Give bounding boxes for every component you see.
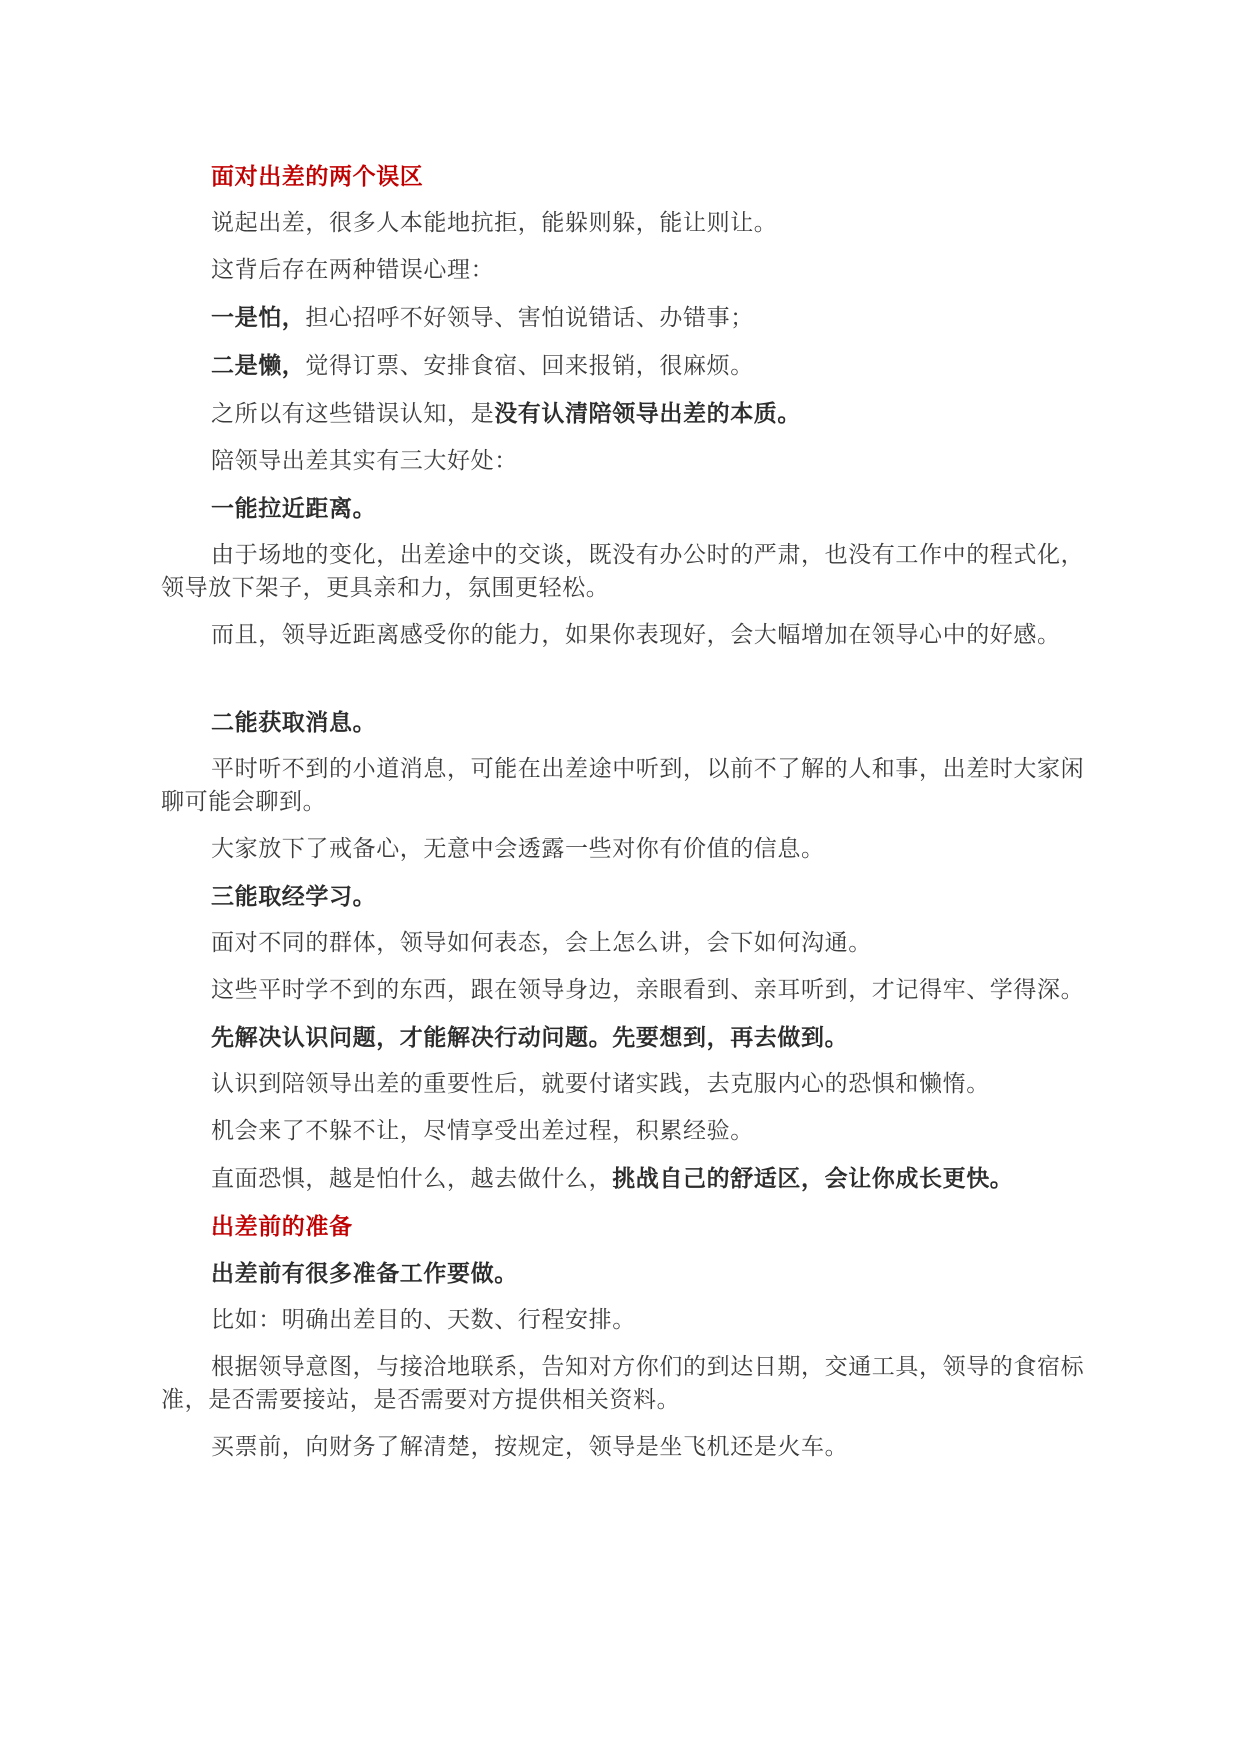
paragraph: 说起出差，很多人本能地抗拒，能躲则躲，能让则让。 [211, 210, 778, 236]
paragraph-text: 担心招呼不好领导、害怕说错话、办错事； [305, 305, 754, 331]
paragraph-text: 直面恐惧，越是怕什么，越去做什么， [211, 1166, 613, 1192]
paragraph-text: 觉得订票、安排食宿、回来报销，很麻烦。 [305, 353, 754, 379]
subheading-information: 二能获取消息。 [211, 709, 377, 736]
paragraph: 大家放下了戒备心，无意中会透露一些对你有价值的信息。 [211, 836, 825, 862]
paragraph: 平时听不到的小道消息，可能在出差途中听到，以前不了解的人和事，出差时大家闲聊可能会聊到。 [161, 756, 1085, 815]
paragraph: 买票前，向财务了解清楚，按规定，领导是坐飞机还是火车。 [211, 1434, 849, 1460]
subheading-closer: 一能拉近距离。 [211, 495, 377, 522]
bold-text: 挑战自己的舒适区，会让你成长更快。 [612, 1165, 1014, 1192]
paragraph: 陪领导出差其实有三大好处： [211, 448, 518, 474]
paragraph: 这背后存在两种错误心理： [211, 257, 495, 283]
bold-lead: 二是懒， [211, 352, 306, 379]
subheading-learning: 三能取经学习。 [211, 883, 377, 910]
spacer [161, 666, 1101, 706]
paragraph: 而且，领导近距离感受你的能力，如果你表现好，会大幅增加在领导心中的好感。 [211, 622, 1061, 648]
paragraph: 机会来了不躲不让，尽情享受出差过程，积累经验。 [211, 1118, 754, 1144]
paragraph: 比如：明确出差目的、天数、行程安排。 [211, 1307, 636, 1333]
paragraph-text: 之所以有这些错误认知，是 [211, 401, 495, 427]
paragraph: 这些平时学不到的东西，跟在领导身边，亲眼看到、亲耳听到，才记得牢、学得深。 [211, 977, 1085, 1003]
paragraph: 认识到陪领导出差的重要性后，就要付诸实践，去克服内心的恐惧和懒惰。 [211, 1071, 990, 1097]
paragraph-essence [161, 397, 1101, 431]
bold-paragraph: 出差前有很多准备工作要做。 [211, 1260, 518, 1287]
section-heading-preparation: 出差前的准备 [211, 1213, 353, 1240]
document-body [161, 160, 1101, 1478]
paragraph: 根据领导意图，与接洽地联系，告知对方你们的到达日期，交通工具，领导的食宿标准，是否需要接站，是否需要对方提供相关资料。 [161, 1354, 1085, 1413]
paragraph-comfort-zone [161, 1162, 1131, 1196]
paragraph: 面对不同的群体，领导如何表态，会上怎么讲，会下如何沟通。 [211, 930, 872, 956]
section-heading-misconceptions: 面对出差的两个误区 [211, 163, 424, 190]
paragraph-lazy [161, 349, 1101, 383]
paragraph: 由于场地的变化，出差途中的交谈，既没有办公时的严肃，也没有工作中的程式化，领导放下架子，更具亲和力，氛围更轻松。 [161, 542, 1085, 601]
bold-paragraph: 先解决认识问题，才能解决行动问题。先要想到，再去做到。 [211, 1024, 849, 1051]
paragraph-fear [161, 301, 1101, 335]
bold-lead: 一是怕， [211, 304, 306, 331]
bold-text: 没有认清陪领导出差的本质。 [494, 400, 802, 427]
